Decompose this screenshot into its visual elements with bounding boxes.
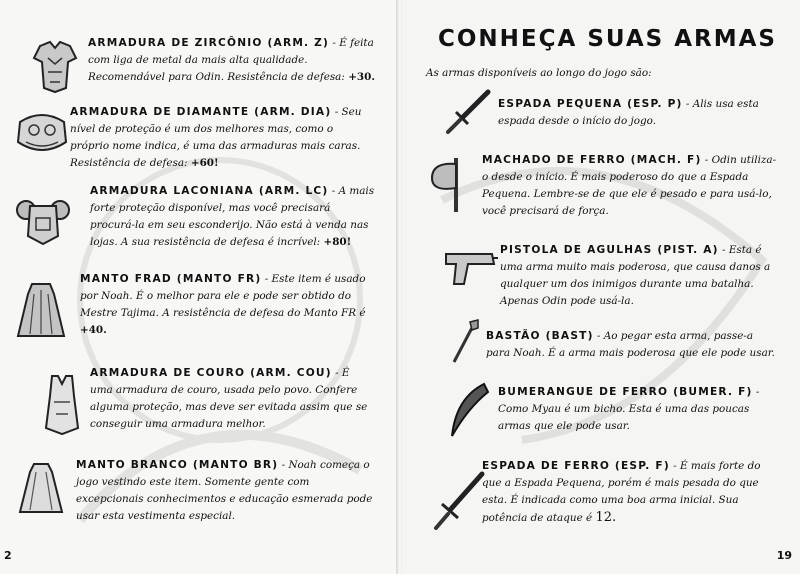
item-description: - A mais forte proteção disponível, mas você precisará procurá-la em seu esconderijo. Não está à venda nas lojas. A sua resistência de defesa é incrível: [90,185,375,248]
item-value: +30. [348,71,375,83]
weapon-item [498,384,778,435]
item-description: - Noah começa o jogo vestindo este item. Somente gente com excepcionais conhecimentos e educação esmerada pode usar esta vestimenta especial. [76,459,373,522]
page-title: CONHEÇA SUAS ARMAS [438,26,777,52]
item-description: - Ao pegar esta arma, passe-a para Noah. É a arma mais poderosa que ele pode usar. [486,330,775,359]
short-sword-icon [440,86,494,140]
item-name: MANTO FRAD (MANTO FR) [80,273,262,285]
item-value: +60! [190,157,219,169]
item-description: - Seu nível de proteção é um dos melhores mas, como o próprio nome indica, é uma das armaduras mais caras. Resistência de defesa: [70,106,362,169]
item-description: - Odin utiliza-o desde o início. É mais poderoso do que a Espada Pequena. Lembre-se de que ele é pesado e para usá-lo, você precisará de força. [482,154,777,217]
page-number: 2 [4,549,12,562]
item-name: ARMADURA DE ZIRCÔNIO (ARM. Z) [88,37,330,49]
item-name: MACHADO DE FERRO (MACH. F) [482,154,702,166]
right-page [402,0,800,574]
item-description: - Alis usa esta espada desde o início do jogo. [498,98,759,127]
item-value: +40. [80,324,107,336]
item-description: - Como Myau é um bicho. Esta é uma das poucas armas que ele pode usar. [498,386,760,432]
item-name: ARMADURA LACONIANA (ARM. LC) [90,185,329,197]
item-name: BUMERANGUE DE FERRO (BUMER. F) [498,386,753,398]
item-name: ESPADA PEQUENA (ESP. P) [498,98,683,110]
intro-text: As armas disponíveis ao longo do jogo são: [426,67,652,79]
item-name: MANTO BRANCO (MANTO BR) [76,459,279,471]
armor-item [90,183,376,251]
item-value: +80! [323,236,352,248]
diamond-armor-icon [12,108,72,162]
weapon-item [498,96,778,130]
item-description: - É uma armadura de couro, usada pelo povo. Confere alguma proteção, mas deve ser evitada assim que se conseguir uma armadura melhor. [90,367,368,430]
white-cloak-icon [16,460,66,518]
leather-armor-icon [42,372,82,438]
frad-cloak-icon [14,280,68,342]
item-value: 12. [595,510,617,525]
iron-axe-icon [426,154,476,214]
weapon-item [486,328,776,362]
page-number: 19 [776,549,792,562]
laconian-armor-icon [14,192,72,250]
weapon-item [500,242,778,310]
armor-item [88,35,378,86]
item-description: - É mais forte do que a Espada Pequena, porém é mais pesada do que esta. É indicada como uma boa arma inicial. Sua potência de ataque é [482,460,761,524]
armor-item [76,457,376,525]
item-name: BASTÃO (BAST) [486,330,594,342]
staff-icon [444,318,484,366]
item-name: ARMADURA DE DIAMANTE (ARM. DIA) [70,106,332,118]
item-description: - Esta é uma arma muito mais poderosa, que causa danos a qualquer um dos inimigos durante uma batalha. Apenas Odin pode usá-la. [500,244,771,307]
armor-item [70,104,370,172]
needle-gun-icon [442,244,498,290]
item-description: - É feita com liga de metal da mais alta qualidade. Recomendável para Odin. Resistência de defesa: [88,37,374,83]
iron-boomerang-icon [442,378,492,442]
weapon-item [482,458,778,527]
armor-item [80,271,370,339]
weapon-item [482,152,778,220]
armor-item [90,365,372,433]
item-name: PISTOLA DE AGULHAS (PIST. A) [500,244,719,256]
item-name: ESPADA DE FERRO (ESP. F) [482,460,670,472]
item-name: ARMADURA DE COURO (ARM. COU) [90,367,332,379]
item-description: - Este item é usado por Noah. É o melhor para ele e pode ser obtido do Mestre Tajima. A resistência de defesa do Manto FR é [80,273,366,319]
zirconium-armor-icon [30,38,80,96]
iron-sword-icon [430,470,486,532]
left-page [0,0,398,574]
